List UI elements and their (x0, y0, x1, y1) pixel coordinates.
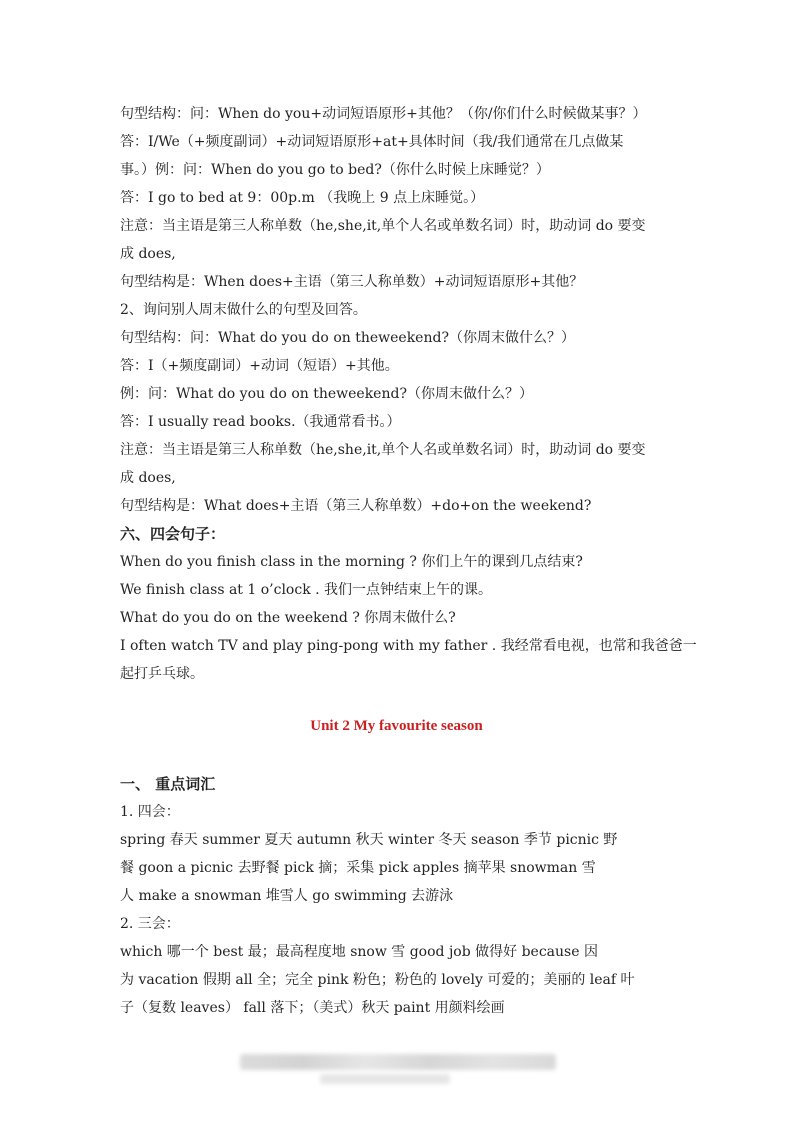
text-line: 句型结构：问：When do you+动词短语原形+其他？（你/你们什么时候做某事？） (120, 106, 647, 122)
vocab-line: 子（复数 leaves） fall 落下；（美式）秋天 paint 用颜料绘画 (120, 1000, 505, 1016)
text-line: 事。）例：问：When do you go to bed?（你什么时候上床睡觉？） (120, 162, 550, 178)
text-line: 答：I go to bed at 9：00p.m （我晚上 9 点上床睡觉。） (120, 190, 485, 206)
sentence-line: 起打乒乓球。 (120, 666, 204, 682)
text-line: 注意：当主语是第三人称单数（he,she,it,单个人名或单数名词）时，助动词 do 要变 (120, 218, 646, 234)
unit-title: Unit 2 My favourite season (310, 718, 483, 734)
sentence-line: I often watch TV and play ping-pong with my father . 我经常看电视，也常和我爸爸一 (120, 638, 697, 654)
text-line: 注意：当主语是第三人称单数（he,she,it,单个人名或单数名词）时，助动词 do 要变 (120, 442, 646, 458)
text-line: 句型结构是：What does+主语（第三人称单数）+do+on the weekend? (120, 498, 592, 514)
vocab-line: 1. 四会： (120, 804, 180, 820)
text-line: 成 does, (120, 470, 176, 486)
section-heading: 六、四会句子： (120, 525, 226, 543)
text-line: 句型结构是：When does+主语（第三人称单数）+动词短语原形+其他？ (120, 274, 584, 290)
vocab-line: 餐 goon a picnic 去野餐 pick 摘；采集 pick apples 摘苹果 snowman 雪 (120, 860, 596, 876)
text-line: 成 does, (120, 246, 176, 262)
vocab-line: 人 make a snowman 堆雪人 go swimming 去游泳 (120, 888, 454, 904)
vocab-line: 为 vacation 假期 all 全；完全 pink 粉色；粉色的 lovely 可爱的；美丽的 leaf 叶 (120, 972, 635, 988)
sentence-line: When do you finish class in the morning ? 你们上午的课到几点结束? (120, 554, 583, 570)
vocab-line: 2. 三会： (120, 916, 180, 932)
blurred-footer-watermark (240, 1054, 556, 1070)
vocab-line: which 哪一个 best 最；最高程度地 snow 雪 good job 做得好 because 因 (120, 944, 598, 960)
sentence-line: What do you do on the weekend ? 你周末做什么? (120, 610, 456, 626)
sentence-line: We finish class at 1 o’clock . 我们一点钟结束上午的课。 (120, 582, 493, 598)
text-line: 答：I/We（+频度副词）+动词短语原形+at+具体时间（我/我们通常在几点做某 (120, 134, 624, 150)
grammar-section (120, 100, 697, 688)
text-line: 例：问：What do you do on theweekend?（你周末做什么？） (120, 386, 533, 402)
vocab-line: spring 春天 summer 夏天 autumn 秋天 winter 冬天 season 季节 picnic 野 (120, 832, 618, 848)
text-line: 答：I usually read books.（我通常看书。） (120, 414, 401, 430)
vocabulary-section (120, 770, 676, 1022)
text-line: 句型结构：问：What do you do on theweekend?（你周末做什么？） (120, 330, 575, 346)
text-line: 2、询问别人周末做什么的句型及回答。 (120, 302, 367, 318)
section-heading: 一、 重点词汇 (120, 775, 216, 793)
blurred-footer-watermark (320, 1074, 450, 1084)
text-line: 答：I（+频度副词）+动词（短语）+其他。 (120, 358, 399, 374)
